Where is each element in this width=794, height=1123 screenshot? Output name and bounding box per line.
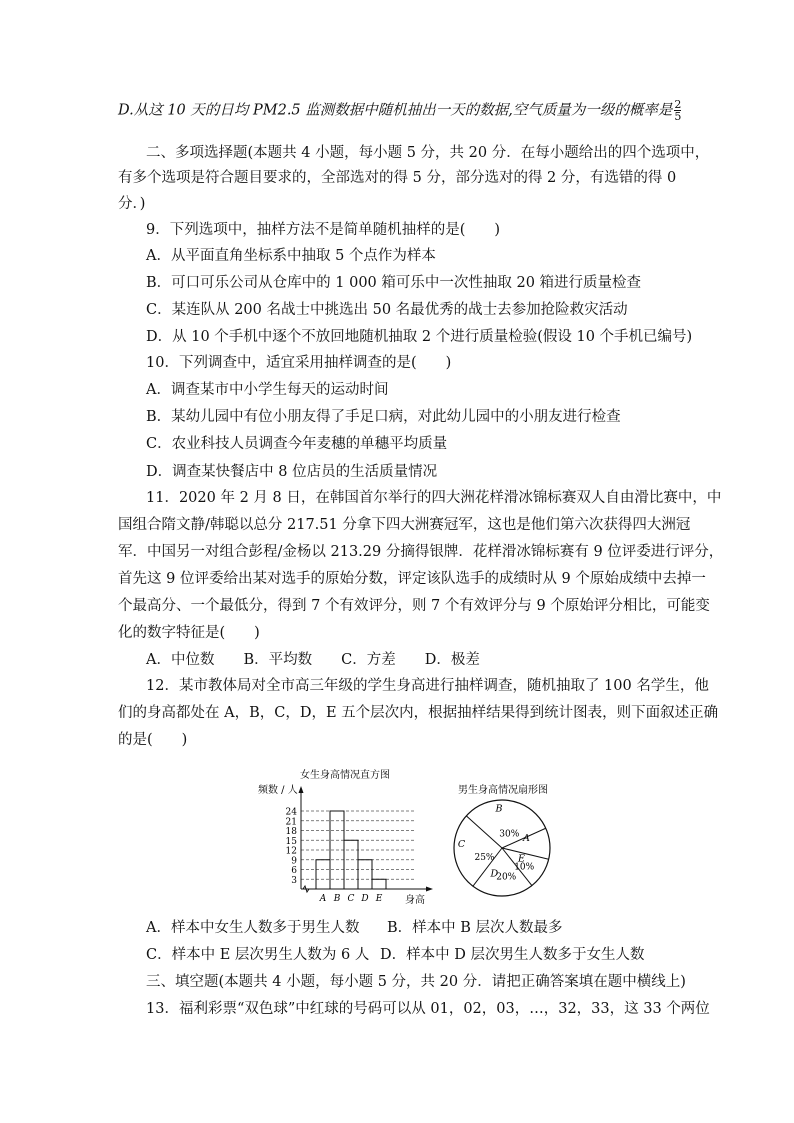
pie-value-label: 20% [496, 872, 517, 883]
q9-option-b: B．可口可乐公司从仓库中的 1 000 箱可乐中一次性抽取 20 箱进行质量检查 [146, 275, 642, 291]
section-2-heading-line-1: 二、多项选择题(本题共 4 小题，每小题 5 分，共 20 分．在每小题给出的四个选项中， [146, 145, 710, 161]
histogram-bar [358, 860, 372, 889]
histogram-y-tick-label: 3 [291, 875, 297, 886]
pie-title: 男生身高情况扇形图 [458, 785, 548, 796]
histogram-y-tick-label: 6 [291, 866, 297, 876]
histogram-category-label: E [375, 894, 383, 904]
q11-line-5: 个最高分、一个最低分，得到 7 个有效评分，则 7 个有效评分与 9 个原始评分相比，可能变 [118, 598, 710, 614]
q9-stem: 9．下列选项中，抽样方法不是简单随机抽样的是( ) [146, 222, 501, 238]
q11-line-1: 11．2020 年 2 月 8 日，在韩国首尔举行的四大洲花样滑冰锦标赛双人自由滑比赛中，中 [146, 490, 722, 506]
histogram-title: 女生身高情况直方图 [300, 770, 390, 781]
q9-option-c: C．某连队从 200 名战士中挑选出 50 名最优秀的战士去参加抢险救灾活动 [146, 302, 628, 318]
section-3-heading: 三、填空题(本题共 4 小题，每小题 5 分，共 20 分．请把正确答案填在题中横线上) [146, 974, 686, 990]
histogram-x-arrow [426, 887, 433, 892]
histogram-y-tick-label: 18 [285, 827, 297, 837]
q10-stem: 10．下列调查中，适宜采用抽样调查的是( ) [146, 355, 452, 371]
q12-line-2: 们的身高都处在 A，B，C，D，E 五个层次内，根据抽样结果得到统计图表，则下面叙述正确 [118, 705, 719, 721]
q11-options: A．中位数 B．平均数 C．方差 D．极差 [146, 652, 480, 668]
q12-option-a: A．样本中女生人数多于男生人数 [146, 920, 360, 936]
q12-line-3: 的是( ) [118, 732, 188, 748]
histogram-y-label: 频数 / 人 [258, 785, 298, 796]
histogram-bar [372, 879, 386, 889]
fraction-numerator: 2 [674, 98, 682, 111]
q10-option-d: D．调查某快餐店中 8 位店员的生活质量情况 [146, 464, 438, 480]
histogram-y-arrow [299, 786, 304, 793]
histogram-y-tick-label: 15 [285, 836, 297, 847]
q9-option-a: A．从平面直角坐标系中抽取 5 个点作为样本 [146, 248, 436, 264]
q11-line-4: 首先这 9 位评委给出某对选手的原始分数，评定该队选手的成绩时从 9 个原始成绩中去掉一 [118, 571, 706, 587]
histogram-bar [316, 860, 330, 889]
q10-option-b: B．某幼儿园中有位小朋友得了手足口病，对此幼儿园中的小朋友进行检查 [146, 409, 621, 425]
q9-option-d: D．从 10 个手机中逐个不放回地随机抽取 2 个进行质量检验(假设 10 个手机已编号) [146, 329, 693, 345]
pie-category-label: A [523, 832, 530, 844]
q13-line-1: 13．福利彩票“双色球”中红球的号码可以从 01，02，03，…，32，33，这 33 个两位 [146, 1001, 710, 1017]
section-2-heading-line-3: 分．) [118, 196, 146, 212]
pie-value-label: 10% [514, 862, 535, 873]
q11-line-2: 国组合隋文静/韩聪以总分 217.51 分拿下四大洲赛冠军，这也是他们第六次获得四大洲冠 [118, 517, 691, 533]
q11-line-6: 化的数字特征是( ) [118, 625, 260, 641]
q12-option-b: B．样本中 B 层次人数最多 [387, 920, 563, 936]
pie-slice-boundary [466, 816, 502, 848]
histogram-bar [344, 840, 358, 889]
q12-option-d: D．样本中 D 层次男生人数多于女生人数 [380, 947, 645, 963]
q11-line-3: 军．中国另一对组合彭程/金杨以 213.29 分摘得银牌．花样滑冰锦标赛有 9 位评委进行评分， [118, 544, 724, 560]
q12-option-c: C．样本中 E 层次男生人数为 6 人 [146, 947, 370, 963]
q10-option-a: A．调查某市中小学生每天的运动时间 [146, 382, 389, 398]
histogram-category-label: A [319, 894, 327, 904]
histogram-y-ticks [286, 808, 298, 886]
histogram-category-label: C [347, 894, 355, 904]
pie-category-label: D [490, 868, 499, 880]
histogram-category-label: D [361, 894, 369, 904]
histogram-category-label: B [333, 894, 341, 904]
pie-category-label: C [457, 839, 466, 851]
pie-category-label: E [518, 853, 525, 865]
q10-option-c: C．农业科技人员调查今年麦穗的单穗平均质量 [146, 436, 448, 452]
q8-option-d-text: D.从这 10 天的日均 PM2.5 监测数据中随机抽出一天的数据,空气质量为一级的概率是 [118, 102, 673, 119]
histogram-y-tick-label: 12 [285, 846, 297, 857]
pie-category-label: B [495, 803, 503, 815]
histogram-x-tick-labels [319, 894, 383, 904]
histogram-y-tick-label: 24 [285, 807, 297, 818]
q12-line-1: 12．某市教体局对全市高三年级的学生身高进行抽样调查，随机抽取了 100 名学生，他 [146, 678, 709, 694]
section-2-heading-line-2: 有多个选项是符合题目要求的，全部选对的得 5 分，部分选对的得 2 分，有选错的得 0 [118, 170, 677, 186]
histogram-y-tick-label: 9 [291, 856, 297, 867]
histogram-y-tick-label: 21 [285, 817, 297, 828]
histogram-x-label: 身高 [405, 895, 425, 906]
fraction-denominator: 5 [674, 110, 682, 123]
pie-value-label: 25% [474, 853, 495, 864]
pie-value-label: 30% [499, 829, 520, 840]
